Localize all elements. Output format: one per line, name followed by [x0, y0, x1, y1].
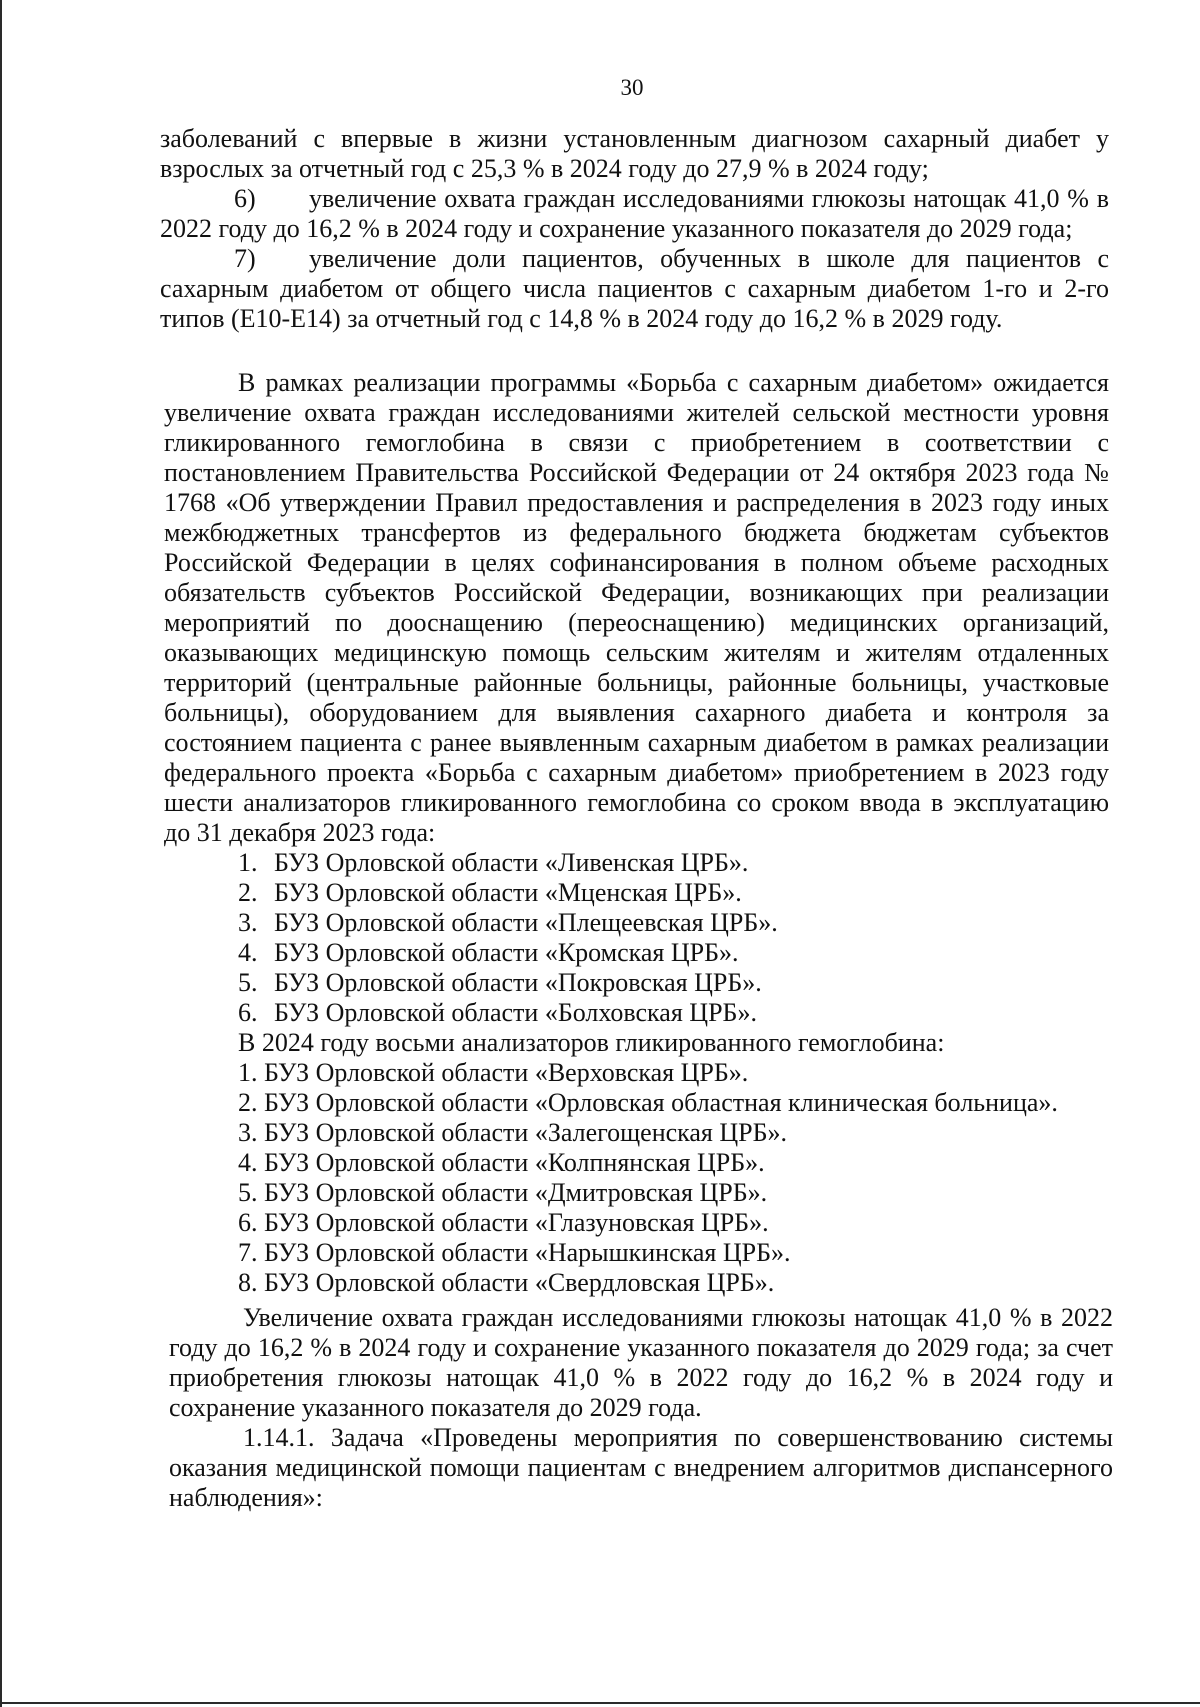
list-item: 1. БУЗ Орловской области «Верховская ЦРБ».: [238, 1058, 749, 1087]
list-item-text: БУЗ Орловской области «Кромская ЦРБ».: [274, 938, 739, 967]
scan-border-bottom: [0, 1702, 1200, 1704]
item-text: увеличение охвата граждан исследованиями глюкозы натощак 41,0 % в 2022 году до 16,2 % в 2024 году и сохранение указанного показателя до 2029 года;: [160, 184, 1109, 243]
list-item-text: БУЗ Орловской области «Болховская ЦРБ».: [274, 998, 757, 1027]
list-item: 8. БУЗ Орловской области «Свердловская ЦРБ».: [238, 1268, 775, 1297]
list-item-number: 3.: [238, 908, 258, 937]
list-item: [164, 908, 1109, 938]
list-item: 2. БУЗ Орловской области «Орловская областная клиническая больница».: [238, 1088, 1058, 1117]
item-number: 6): [234, 184, 256, 213]
list-item: [164, 938, 1109, 968]
list-2024-lead: В 2024 году восьми анализаторов гликированного гемоглобина:: [238, 1028, 945, 1057]
list-item-number: 5.: [238, 968, 258, 997]
list-item: 4. БУЗ Орловской области «Колпнянская ЦРБ».: [238, 1148, 765, 1177]
list-item-text: БУЗ Орловской области «Ливенская ЦРБ».: [274, 848, 749, 877]
main-paragraph: В рамках реализации программы «Борьба с сахарным диабетом» ожидается увеличение охвата граждан исследованиями жителей сельской местности уровня гликированного гемоглобина в связи с приобретением в соответствии с постановлением Правительства Российской Федерации от 24 октября 2023 года № 1768 «Об утверждении Правил предоставления и распределения в 2023 году иных межбюджетных трансфертов из федерального бюджета бюджетам субъектов Российской Федерации в целях софинансирования в полном объеме расходных обязательств субъектов Российской Федерации, возникающих при реализации мероприятий по дооснащению (переоснащению) медицинских организаций, оказывающих медицинскую помощь сельским жителям и жителям отдаленных территорий (центральные районные больницы, районные больницы, участковые больницы), оборудованием для выявления сахарного диабета и контроля за состоянием пациента с ранее выявленным сахарным диабетом в рамках реализации федерального проекта «Борьба с сахарным диабетом» приобретением в 2023 году шести анализаторов гликированного гемоглобина со сроком ввода в эксплуатацию до 31 декабря 2023 года:: [164, 368, 1109, 847]
opening-section: [160, 124, 1109, 334]
list-item: [164, 968, 1109, 998]
list-item-number: 1.: [238, 848, 258, 877]
item-number: 7): [234, 244, 256, 273]
list-item: [164, 878, 1109, 908]
numbered-item-6: [160, 184, 1109, 244]
list-item: 6. БУЗ Орловской области «Глазуновская ЦРБ».: [238, 1208, 769, 1237]
list-item-number: 2.: [238, 878, 258, 907]
item-text: увеличение доли пациентов, обученных в школе для пациентов с сахарным диабетом от общего числа пациентов с сахарным диабетом 1-го и 2-го типов (Е10-Е14) за отчетный год с 14,8 % в 2024 году до 16,2 % в 2029 году.: [160, 244, 1109, 333]
list-item-text: БУЗ Орловской области «Мценская ЦРБ».: [274, 878, 742, 907]
list-item-number: 6.: [238, 998, 258, 1027]
list-item-text: БУЗ Орловской области «Покровская ЦРБ».: [274, 968, 762, 997]
list-item: [164, 848, 1109, 878]
numbered-item-7: [160, 244, 1109, 334]
list-2024-analyzers: [164, 1058, 1109, 1298]
list-item-text: БУЗ Орловской области «Плещеевская ЦРБ».: [274, 908, 778, 937]
list-2023-analyzers: [164, 848, 1109, 1028]
list-item: 5. БУЗ Орловской области «Дмитровская ЦРБ».: [238, 1178, 768, 1207]
list-item-number: 4.: [238, 938, 258, 967]
paragraph-continuation: заболеваний с впервые в жизни установленным диагнозом сахарный диабет у взрослых за отчетный год с 25,3 % в 2024 году до 27,9 % в 2024 году;: [160, 124, 1109, 183]
task-heading-paragraph: 1.14.1. Задача «Проведены мероприятия по совершенствованию системы оказания медицинской помощи пациентам с внедрением алгоритмов диспансерного наблюдения»:: [169, 1423, 1113, 1512]
closing-section: [169, 1303, 1113, 1513]
page-number: 30: [620, 75, 644, 100]
closing-paragraph: Увеличение охвата граждан исследованиями глюкозы натощак 41,0 % в 2022 году до 16,2 % в 2024 году и сохранение указанного показателя до 2029 года; за счет приобретения глюкозы натощак 41,0 % в 2022 году до 16,2 % в 2024 году и сохранение указанного показателя до 2029 года.: [169, 1303, 1113, 1422]
main-section: [164, 368, 1109, 1298]
scan-border-left: [0, 0, 2, 1707]
list-item: [164, 998, 1109, 1028]
list-item: 3. БУЗ Орловской области «Залегощенская ЦРБ».: [238, 1118, 788, 1147]
list-item: 7. БУЗ Орловской области «Нарышкинская ЦРБ».: [238, 1238, 791, 1267]
